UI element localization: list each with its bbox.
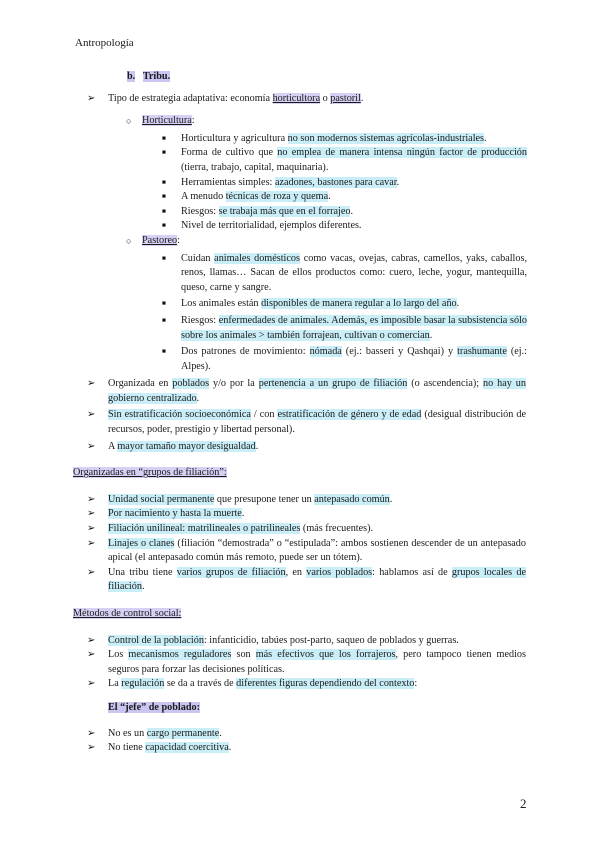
highlight: trashumante (457, 346, 507, 358)
highlight: diferentes figuras dependiendo del contexto (236, 678, 415, 690)
text: (ej.: basseri y Qashqai) y (341, 346, 458, 358)
list-item (181, 132, 527, 147)
highlight: regulación (121, 678, 165, 690)
text: . (456, 298, 460, 310)
highlight: Sin estratificación socioeconómica (108, 409, 251, 421)
text: Una tribu tiene (108, 566, 177, 578)
text: : hablamos así de (372, 566, 452, 578)
sub-bullet-pastoreo (142, 234, 522, 249)
text: . (429, 329, 433, 341)
list-item (181, 190, 527, 205)
text: Cuidan (181, 252, 215, 264)
highlight: varios poblados (306, 566, 373, 578)
text: (desigual distribución de recursos, poder, prestigio y libertad personal). (108, 409, 526, 436)
text: . (484, 132, 487, 144)
bullet-size (108, 440, 526, 455)
list-item (108, 493, 526, 508)
text: Tipo de estrategia adaptativa: economía (108, 92, 273, 104)
highlight: enfermedades de animales. Además, es imposible basar la subsistencia sólo sobre los animales > también forrajean, cultivan o comercian (181, 314, 527, 341)
list-item (108, 522, 526, 537)
highlight: Unidad social permanente (108, 493, 215, 505)
highlight: no hay un gobierno centralizado (108, 378, 526, 404)
list-item (108, 648, 526, 677)
highlight: poblados (172, 378, 210, 390)
highlight: Linajes o clanes (108, 537, 175, 549)
text: se da a través de (164, 678, 237, 690)
list-item (181, 314, 527, 343)
list-item (181, 297, 527, 312)
highlight: mecanismos reguladores (128, 649, 232, 661)
highlight: pastoril (330, 92, 361, 104)
highlight: horticultora (272, 92, 321, 104)
text: . (350, 205, 354, 217)
heading-metodos-control (73, 607, 600, 622)
highlight: antepasado común (314, 493, 390, 505)
highlight: más efectivos que los forrajeros (255, 649, 396, 661)
heading-text: Métodos de control social: (73, 608, 182, 619)
text: Dos patrones de movimiento: (181, 346, 310, 358)
subheading: Horticultura (142, 115, 192, 127)
text: . (389, 493, 393, 505)
highlight: grupos locales de filiación (108, 566, 526, 593)
highlight: pertenencia a un grupo de filiación (258, 378, 408, 390)
text: . (396, 176, 400, 188)
highlight: no son modernos sistemas agrícolas-industriales (287, 132, 485, 144)
text: Nivel de territorialidad, ejemplos diferentes. (181, 220, 362, 232)
text: son (231, 649, 256, 661)
list-item (108, 566, 526, 595)
text: . (219, 727, 222, 739)
text: Herramientas simples: (181, 176, 275, 188)
list-item (181, 176, 527, 191)
highlight: nómada (309, 346, 342, 358)
list-item (108, 507, 526, 522)
list-item (108, 727, 526, 742)
text: . (255, 440, 259, 452)
list-item (108, 741, 526, 756)
text: : (414, 678, 418, 690)
list-item (181, 219, 527, 234)
page-content (0, 70, 600, 756)
text: (ej.: Alpes). (181, 346, 527, 372)
text: Riesgos: (181, 205, 219, 217)
text: Horticultura y agricultura (181, 132, 288, 144)
text: : (177, 234, 180, 246)
text: A (108, 440, 118, 452)
text: y/o por la (209, 378, 259, 390)
section-b-label: b. (127, 71, 136, 82)
highlight: estratificación de género y de edad (277, 409, 422, 421)
text: A menudo (181, 191, 226, 203)
highlight: Filiación unilineal: matrilineales o patrilineales (108, 523, 301, 535)
text: (filiación “demostrada” o “estipulada”: ambos sostienen descender de un antepasado apical (el antepasado común más remoto, puede ser un tótem). (108, 537, 526, 564)
text: . (196, 392, 200, 404)
list-item (181, 205, 527, 220)
text: . (141, 581, 145, 593)
text: que presupone tener un (214, 493, 315, 505)
highlight: animales domésticos (214, 252, 300, 264)
highlight: disponibles de manera regular a lo largo del año (261, 298, 457, 310)
text: , en (285, 566, 307, 578)
text: como vacas, ovejas, cabras, camellos, yaks, caballos, renos, llamas… Sacan de ellos productos como: cuero, leche, yogur, mantequilla, queso, carne y sangre. (181, 252, 527, 293)
highlight: cargo permanente (146, 727, 220, 739)
header-title: Antropología (75, 37, 134, 49)
heading-text: Organizadas en “grupos de filiación”: (73, 467, 227, 479)
text: o (320, 92, 331, 104)
highlight: se trabaja más que en el forrajeo (218, 205, 351, 217)
heading-text: El “jefe” de poblado: (108, 701, 200, 713)
text: (tierra, trabajo, capital, maquinaria). (181, 161, 329, 173)
list-item (108, 537, 526, 566)
text: La (108, 678, 122, 690)
list-item (181, 345, 527, 374)
text: . (328, 191, 331, 203)
text: No tiene (108, 742, 146, 754)
heading-jefe-poblado (108, 701, 600, 716)
text: Organizada en (108, 378, 173, 390)
highlight: Por nacimiento y hasta la muerte (108, 508, 242, 520)
bullet-organization (108, 377, 526, 406)
text: Riesgos: (181, 314, 219, 326)
list-item (181, 252, 527, 296)
page-number: 2 (520, 796, 527, 811)
subheading: Pastoreo (142, 234, 178, 246)
highlight: mayor tamaño mayor desigualdad (117, 440, 256, 452)
text: : (191, 115, 195, 127)
highlight: no emplea de manera intensa ningún factor de producción (277, 147, 527, 159)
heading-grupos-filiacion (73, 466, 600, 481)
highlight: técnicas de roza y quema (225, 191, 329, 203)
section-b-title: Tribu. (142, 71, 171, 82)
section-b-heading (127, 70, 600, 85)
text: (o ascendencia); (407, 378, 484, 390)
list-item (108, 677, 526, 692)
text: (más frecuentes). (300, 523, 374, 535)
text: . (228, 742, 232, 754)
text: No es un (108, 727, 147, 739)
text: Forma de cultivo que (181, 147, 278, 159)
highlight: azadones, bastones para cavar (274, 176, 397, 188)
text: Los animales están (181, 298, 262, 310)
text: Los (108, 649, 129, 661)
text: . (241, 508, 245, 520)
list-item (108, 634, 526, 649)
highlight: capacidad coercitiva (145, 742, 229, 754)
bullet-economy (108, 92, 526, 107)
text: : infanticidio, tabúes post-parto, saqueo de poblados y guerras. (203, 634, 459, 646)
text: / con (250, 409, 278, 421)
highlight: varios grupos de filiación (176, 566, 286, 578)
highlight: Control de la población (108, 634, 204, 646)
bullet-stratification (108, 408, 526, 437)
sub-bullet-horticultura (142, 114, 522, 129)
list-item (181, 146, 527, 175)
text: , pero tampoco tienen medios seguros para forzar las decisiones políticas. (108, 649, 526, 675)
text: . (360, 92, 364, 104)
